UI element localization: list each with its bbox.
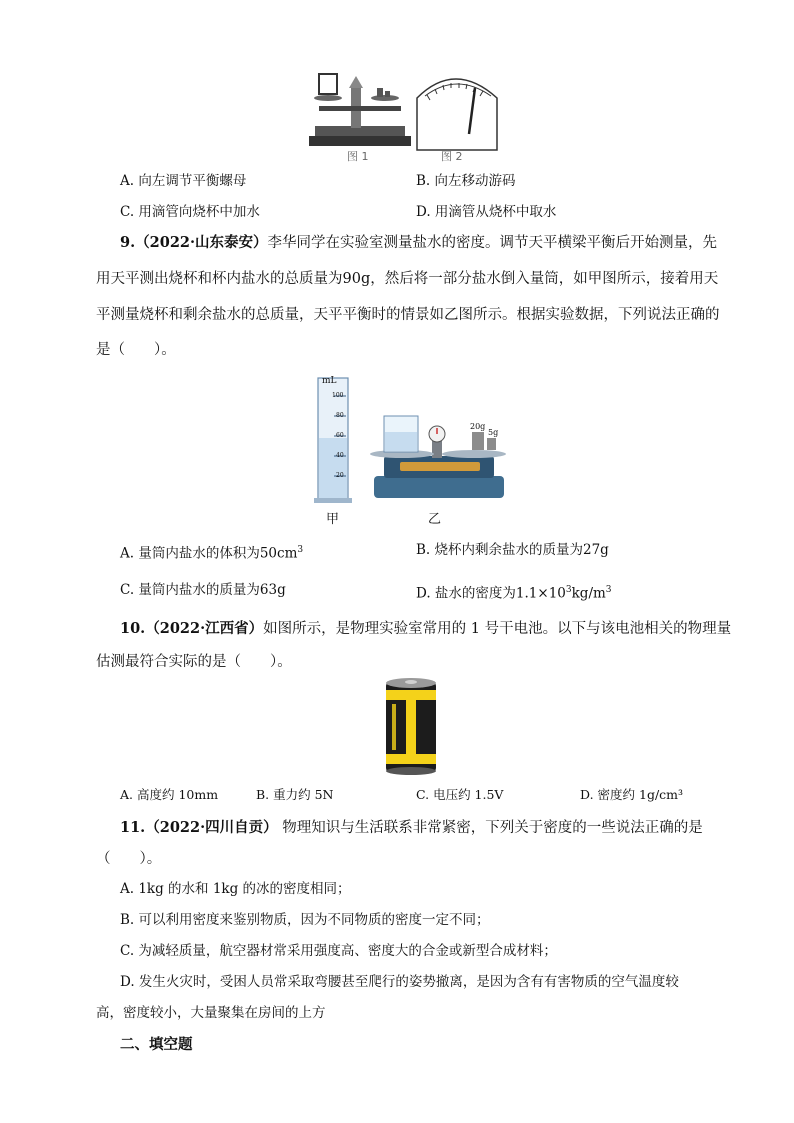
- cylinder-tick-20: 20: [336, 472, 344, 479]
- q9-option-a-sup: 3: [297, 545, 304, 555]
- q10-option-c: C. 电压约 1.5V: [416, 787, 504, 802]
- q11-line1-text: 物理知识与生活联系非常紧密，下列关于密度的一些说法正确的是: [277, 820, 703, 836]
- q8-option-a: A. 向左调节平衡螺母: [120, 173, 247, 189]
- cylinder-and-balance-illustration: [312, 370, 522, 510]
- q11-option-d-line2: 高，密度较小，大量聚集在房间的上方: [96, 1005, 326, 1021]
- label-jia: 甲: [326, 512, 340, 527]
- q10-line1-text: 如图所示，是物理实验室常用的 1 号干电池。以下与该电池相关的物理量: [263, 621, 732, 637]
- q11-option-c: C. 为减轻质量，航空器材常采用强度高、密度大的合金或新型合成材料；: [120, 943, 557, 959]
- q9-line2: 用天平测出烧杯和杯内盐水的总质量为90g，然后将一部分盐水倒入量筒，如甲图所示，接着用天: [96, 271, 719, 287]
- figure-balance-dial: [305, 68, 505, 163]
- q9-figure: [312, 370, 522, 525]
- q11-option-a: A. 1kg 的水和 1kg 的冰的密度相同；: [120, 881, 351, 897]
- q9-option-d: [416, 580, 612, 604]
- balance-dial-illustration: [305, 68, 505, 163]
- section-title-fill-blank: 二、填空题: [120, 1036, 193, 1053]
- q11-line1: [120, 817, 703, 839]
- q9-option-a-value: 50cm: [259, 545, 298, 562]
- q8-option-d: D. 用滴管从烧杯中取水: [416, 204, 557, 220]
- cylinder-unit: mL: [322, 376, 337, 386]
- q9-line1: [120, 232, 717, 254]
- cylinder-tick-80: 80: [336, 412, 344, 419]
- battery-illustration: [384, 676, 438, 776]
- cylinder-tick-40: 40: [336, 452, 344, 459]
- label-yi: 乙: [428, 512, 442, 527]
- q9-option-d-sup2: 3: [605, 585, 612, 595]
- q9-source: 9.（2022·山东泰安）: [120, 234, 268, 251]
- q8-option-c: C. 用滴管向烧杯中加水: [120, 204, 260, 220]
- cylinder-tick-60: 60: [336, 432, 344, 439]
- q10-line1: [120, 618, 731, 640]
- q9-option-d-text: D. 盐水的密度为1.1×10: [416, 585, 566, 602]
- q11-option-b: B. 可以利用密度来鉴别物质，因为不同物质的密度一定不同；: [120, 912, 490, 928]
- q9-option-c: C. 量筒内盐水的质量为63g: [120, 582, 286, 598]
- q10-option-d: D. 密度约 1g/cm³: [580, 787, 684, 802]
- q9-line1-text: 李华同学在实验室测量盐水的密度。调节天平横梁平衡后开始测量，先: [267, 235, 718, 251]
- q11-source: 11.（2022·四川自贡）: [120, 819, 278, 836]
- q9-option-d-unit: kg/m: [571, 585, 606, 602]
- q9-line3: 平测量烧杯和剩余盐水的总质量，天平平衡时的情景如乙图所示。根据实验数据，下列说法正确的: [96, 307, 720, 323]
- q11-option-d-line1: D. 发生火灾时，受困人员常采取弯腰甚至爬行的姿势撤离，是因为含有有害物质的空气温度较: [120, 974, 679, 990]
- figure1-caption: 图 1: [347, 150, 369, 163]
- q10-source: 10.（2022·江西省）: [120, 620, 264, 637]
- q9-option-a: [120, 540, 303, 564]
- q9-line4: 是（ ）。: [96, 342, 176, 358]
- cylinder-tick-100: 100: [332, 392, 344, 399]
- q10-option-a: A. 高度约 10mm: [120, 787, 219, 802]
- battery-figure: [384, 676, 438, 776]
- q9-option-a-text: A. 量筒内盐水的体积为: [120, 545, 260, 562]
- q8-option-b: B. 向左移动游码: [416, 173, 516, 189]
- q10-option-b: B. 重力约 5N: [256, 787, 334, 802]
- q9-option-b: B. 烧杯内剩余盐水的质量为27g: [416, 542, 609, 558]
- weight-20g-label: 20g: [470, 422, 486, 431]
- q9-option-d-sup: 3: [565, 585, 572, 595]
- q11-line2: （ ）。: [96, 851, 162, 867]
- weight-5g-label: 5g: [488, 428, 499, 437]
- q10-line2: 估测最符合实际的是（ ）。: [96, 654, 292, 670]
- figure2-caption: 图 2: [441, 150, 463, 163]
